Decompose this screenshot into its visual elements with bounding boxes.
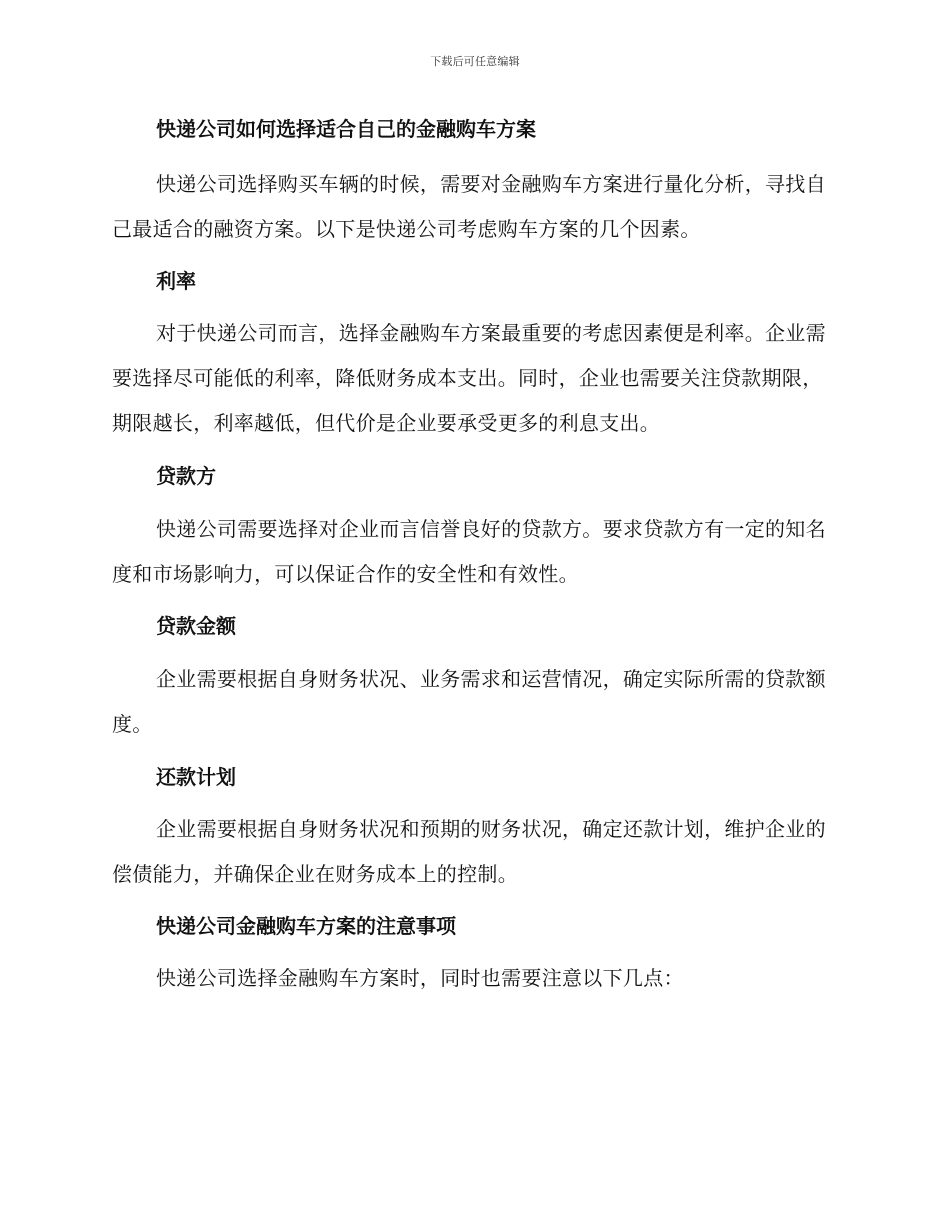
document-content [112,112,832,1001]
section-body-notes: 快递公司选择金融购车方案时，同时也需要注意以下几点： [156,966,684,990]
section-heading-lender: 贷款方 [156,464,216,488]
section-heading-repayment-plan: 还款计划 [156,765,236,789]
section-body-interest-rate: 对于快递公司而言，选择金融购车方案最重要的考虑因素便是利率。企业需要选择尽可能低的利率，降低财务成本支出。同时，企业也需要关注贷款期限，期限越长，利率越低，但代价是企业要承受更多的利息支出。 [112,321,826,435]
document-title: 快递公司如何选择适合自己的金融购车方案 [156,117,536,141]
section-heading-loan-amount: 贷款金额 [156,614,236,638]
section-heading-notes: 快递公司金融购车方案的注意事项 [156,914,456,938]
section-body-lender: 快递公司需要选择对企业而言信誉良好的贷款方。要求贷款方有一定的知名度和市场影响力，可以保证合作的安全性和有效性。 [112,517,826,586]
section-body-repayment-plan: 企业需要根据自身财务状况和预期的财务状况，确定还款计划，维护企业的偿债能力，并确保企业在财务成本上的控制。 [112,817,826,886]
section-heading-interest-rate: 利率 [156,269,196,293]
section-body-loan-amount: 企业需要根据自身财务状况、业务需求和运营情况，确定实际所需的贷款额度。 [112,667,826,736]
intro-paragraph: 快递公司选择购买车辆的时候，需要对金融购车方案进行量化分析，寻找自己最适合的融资方案。以下是快递公司考虑购车方案的几个因素。 [112,172,826,241]
header-note: 下载后可任意编辑 [430,55,520,68]
